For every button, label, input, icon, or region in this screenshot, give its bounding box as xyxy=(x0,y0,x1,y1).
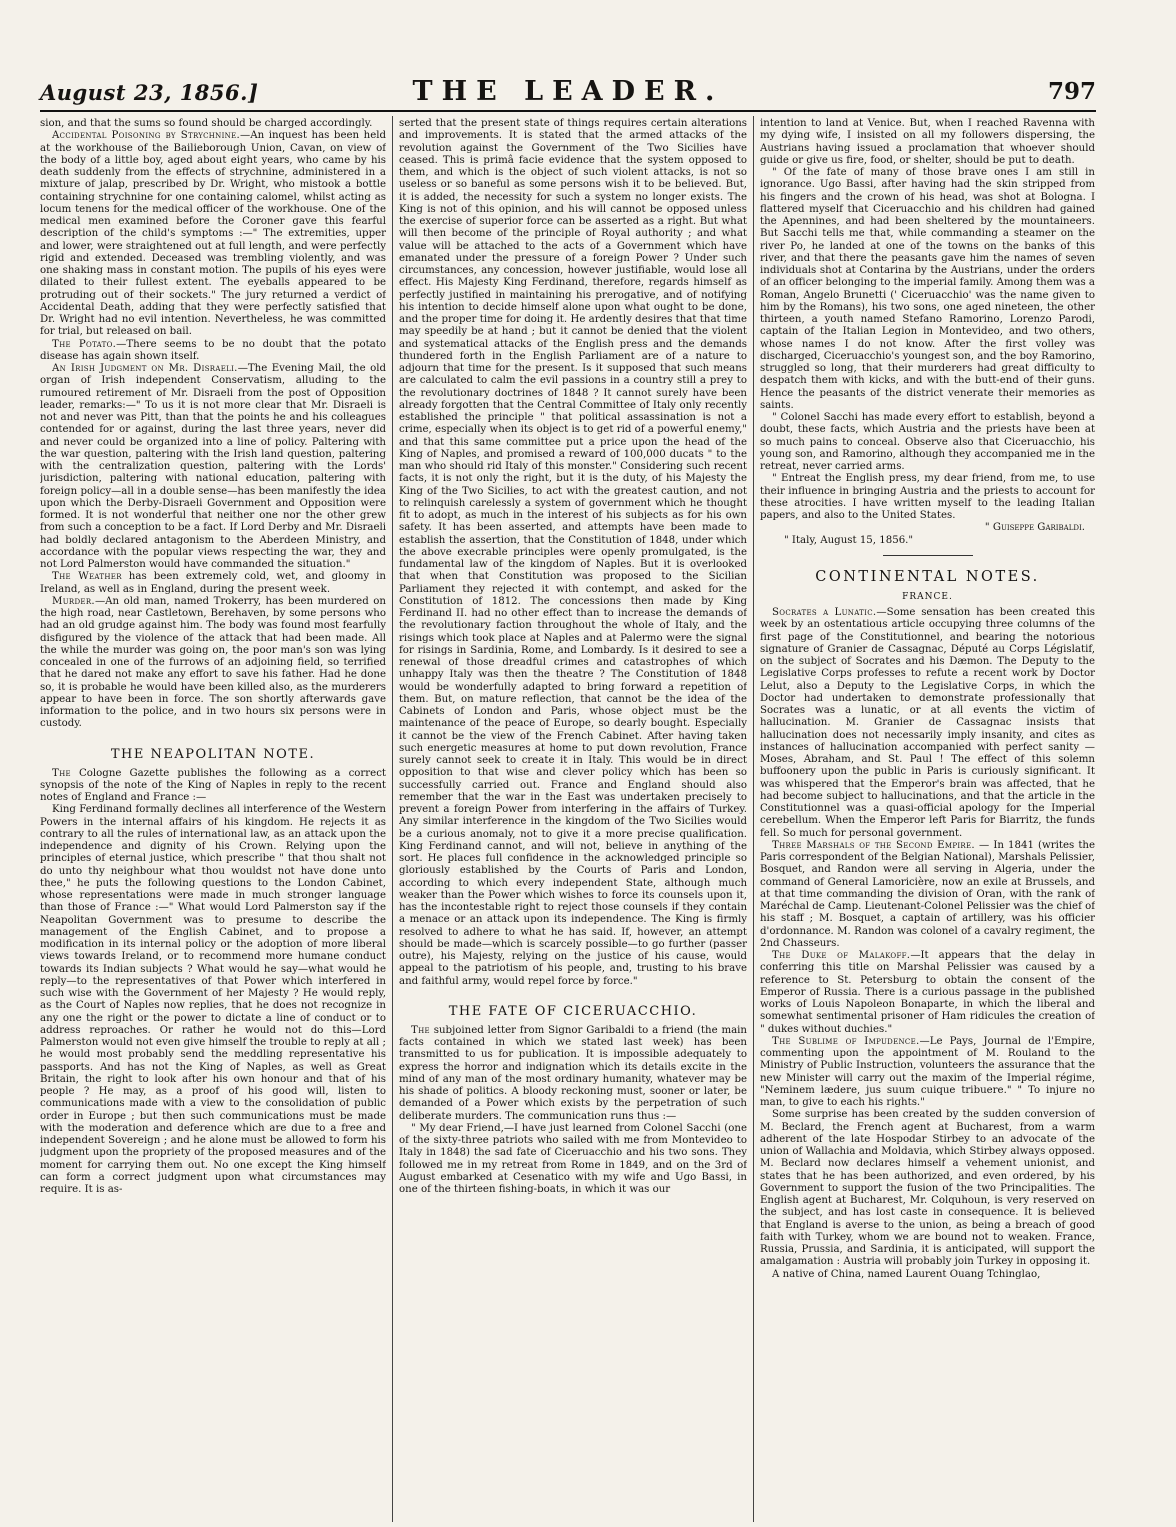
paragraph-continued: serted that the present state of things requires certain alterations and improvements. It is stated that the armed attacks of the revolution against the Government of the Two Sicilies have ceased. This is primâ facie evidence that the system opposed to them, and which is the object of such violent attacks, is not so useless or so baneful as some persons wish it to be believed. But, it is added, the necessity for such a system no longer exists. The King is not of this opinion, and his will cannot be opposed unless the exercise of superior force can be asserted as a right. But what will then become of the principle of Royal authority ; and what value will be attached to the acts of a Government which have emanated under the pressure of a foreign Power ? Under such circumstances, any concession, however justifiable, would lose all effect. His Majesty King Ferdinand, therefore, regards himself as perfectly justified in maintaining his prerogative, and of notifying his intention to decide himself alone upon what ought to be done, and the proper time for doing it. He ardently desires that that time may speedily be at hand ; but it cannot be denied that the violent and systematical attacks of the English press and the demands thundered forth in the English Parliament are of a nature to adjourn that time for the present. Is it supposed that such means are calculated to calm the evil passions in a country still a prey to the revolutionary doctrines of 1848 ? It cannot surely have been already forgotten that the Central Committee of Italy only recently established the principle " that political assassination is not a crime, especially when its object is to get rid of a powerful enemy," and that this same committee put a price upon the head of the King of Naples, and promised a reward of 100,000 ducats " to the man who should rid Italy of this monster." Considering such recent facts, it is not only the right, but it is the duty, of his Majesty the King of the Two Sicilies, to act with the greatest caution, and not to relinquish carelessly a system of government which he thought fit to adopt, as much in the interest of his subjects as for his own safety. It has been asserted, and attempts have been made to establish the assertion, that the Constitution of 1848, under which the above execrable principles were openly promulgated, is the fundamental law of the kingdom of Naples. But it is overlooked that when that Constitution was proposed to the Sicilian Parliament they rejected it with contempt, and asked for the Constitution of 1812. The concessions then made by King Ferdinand II. had no other effect than to increase the demands of the revolutionary faction throughout the whole of Italy, and the risings which took place at Naples and at Palermo were the signal for risings in Sardinia, Rome, and Lombardy. Is it desired to see a renewal of those dreadful crimes and catastrophes of which unhappy Italy was then the theatre ? The Constitution of 1848 would be wonderfully adapted to bring forward a repetition of them. But, on mature reflection, that cannot be the idea of the Cabinets of London and Paris, whose object must be the maintenance of the peace of Europe, so dearly bought. Especially it cannot be the view of the French Cabinet. After having taken such energetic measures at home to put down revolution, France surely cannot seek to create it in Italy. This would be in direct opposition to that wise and clever policy which has been so successfully carried out. France and England should also remember that the war in the East was undertaken precisely to prevent a foreign Power from interfering in the affairs of Turkey. Any similar interference in the kingdom of the Two Sicilies would be a curious anomaly, not to give it a more precise qualification. King Ferdinand cannot, and will not, believe in anything of the sort. He places full confidence in the acknowledged principle so gloriously established by the Courts of Paris and London, according to which every independent State, although much weaker than the Power which wishes to force its counsels upon it, has the incontestable right to reject those counsels if they contain a menace or an attack upon its independence. The King is firmly resolved to adhere to what he has said. If, however, an attempt should be made—which is scarcely possible—to go further (passer outre), his Majesty, relying on the justice of his cause, would appeal to the patriotism of his people, and, trusting to his brave and faithful army, would repel force by force." xyxy=(399,118,747,987)
paragraph-potato xyxy=(40,339,386,364)
header-rule xyxy=(40,110,1096,112)
paragraph-king-ferdinand: King Ferdinand formally declines all interference of the Western Powers in the internal affairs of his kingdom. He rejects it as contrary to all the rules of international law, as an attack upon the independence and dignity of his Crown. Relying upon the principles of eternal justice, which prescribe " that thou shalt not do unto thy neighbour what thou wouldst not have done unto thee," he puts the following questions to the London Cabinet, whose representations were made in much stronger language than those of France :—" What would Lord Palmerston say if the Neapolitan Government was to presume to describe the management of the English Cabinet, and to propose a modification in its internal policy or the adoption of more liberal views towards Ireland, or to recommend more humane conduct towards its Indian subjects ? What would he say—what would he reply—to the representatives of that Power which interfered in such wise with the Government of her Majesty ? He would reply, as the Court of Naples now replies, that he does not recognize in any one the right or the power to dictate a line of conduct or to address reproaches. Or rather he would not do this—Lord Palmerston would not even give himself the trouble to reply at all ; he would most probably send the meddling representative his passports. And has not the King of Naples, as well as Great Britain, the right to look after his own honour and that of his people ? He may, as a proof of his good will, listen to communications made with a view to the consolidation of public order in Europe ; but then such communications must be made with the moderation and deference which are due to a free and independent Sovereign ; and he alone must be allowed to form his judgment upon the propriety of the proposed measures and of the moment for carrying them out. No one except the King himself can form a correct judgment upon what circumstances may require. It is as- xyxy=(40,804,386,1195)
issue-date: August 23, 1856.] xyxy=(40,80,259,105)
paragraph-three-marshals xyxy=(760,840,1095,950)
paragraph-cologne-gazette xyxy=(40,768,386,805)
separator-rule xyxy=(883,555,973,556)
masthead-title: THE LEADER. xyxy=(412,76,724,107)
paragraph-body: —The Evening Mail, the old organ of Irish independent Conservatism, alluding to the rumoured retirement of Mr. Disraeli from the post of Opposition leader, remarks:—" To us it is not more clear that Mr. Disraeli is not and never was Pitt, than that the points he and his colleagues contended for or against, during the last three years, never did and never could be organized into a line of policy. Paltering with the war question, paltering with the Irish land question, paltering with the centralization question, paltering with the Lords' jurisdiction, paltering with national education, paltering with foreign policy—all in a double sense—has been manifestly the idea upon which the Derby-Disraeli Government and Opposition were formed. It is not wonderful that neither one nor the other grew from such a conception to be a fact. If Lord Derby and Mr. Disraeli had boldly declared antagonism to the Aberdeen Ministry, and accordance with the popular views respecting the war, they and not Lord Palmerston would have commanded the situation." xyxy=(40,363,386,570)
paragraph-lead: An Irish Judgment on Mr. Disraeli. xyxy=(52,363,238,374)
paragraph-body: —Some sensation has been created this week by an ostentatious article occupying three columns of the first page of the Constitutionnel, and bearing the notorious signature of Granier de Cassagnac, Député au Corps Législatif, on the subject of Socrates and his Dæmon. The Deputy to the Legislative Corps professes to refute a recent work by Doctor Lelut, also a Deputy to the Legislative Corps, in which the Doctor had undertaken to demonstrate professionally that Socrates was a lunatic, or at all events the victim of hallucination. M. Granier de Cassagnac insists that hallucination does not necessarily imply insanity, and cites as instances of hallucination accompanied with perfect sanity —Moses, Abraham, and St. Paul ! The effect of this solemn buffoonery upon the public in Paris is curiously significant. It was whispered that the Emperor's brain was affected, that he had become subject to hallucinations, and that the article in the Constitutionnel was a quasi-official apology for the Imperial cerebellum. When the Emperor left Paris for Biarritz, the funds fell. So much for personal government. xyxy=(760,607,1095,839)
column-divider-1 xyxy=(392,116,393,1522)
paragraph-lead: The Sublime of Impudence. xyxy=(772,1035,920,1047)
letter-signature: " Guiseppe Garibaldi. xyxy=(984,522,1085,534)
paragraph-lead: The Weather xyxy=(52,571,122,583)
paragraph-lead: The Duke of Malakoff. xyxy=(772,950,911,961)
paragraph-garibaldi-intro xyxy=(399,1025,747,1123)
paragraph-letter: " Of the fate of many of those brave ones I am still in ignorance. Ugo Bassi, after having had the skin stripped from his fingers and the crown of his head, was shot at Bologna. I flattered myself that Ciceruacchio and his children had gained the Apennines, and had been sheltered by the mountaineers. But Sacchi tells me that, while commanding a steamer on the river Po, he landed at one of the towns on the banks of this river, and that there the peasants gave him the names of seven individuals shot at Contarina by the Austrians, under the orders of an officer belonging to the imperial family. Among them was a Roman, Angelo Brunetti (' Ciceruacchio' was the name given to him by the Romans), his two sons, one aged nineteen, the other thirteen, a youth named Stefano Ramorino, Lorenzo Parodi, captain of the Italian Legion in Montevideo, and two others, whose names I do not know. After the first volley was discharged, Ciceruacchio's youngest son, and the boy Ramorino, struggled so long, that their murderers had great difficulty to despatch them with kicks, and with the butt-end of their guns. Hence the peasants of the district venerate their memories as saints. xyxy=(760,167,1095,411)
paragraph-letter: " Entreat the English press, my dear friend, from me, to use their influence in bringing Austria and the priests to account for these atrocities. I have written myself to the leading Italian papers, and also to the United States. xyxy=(760,473,1095,521)
paragraph-socrates xyxy=(760,607,1095,840)
paragraph-native-of-china: A native of China, named Laurent Ouang Tchinglao, xyxy=(772,1268,1041,1280)
section-heading-continental-notes: CONTINENTAL NOTES. xyxy=(815,568,1040,585)
paragraph-continued: intention to land at Venice. But, when I reached Ravenna with my dying wife, I insisted on all my followers dispersing, the Austrians having issued a proclamation that whoever should guide or give us fire, food, or shelter, should be put to death. xyxy=(760,118,1095,166)
paragraph-murder xyxy=(40,596,386,731)
paragraph-body: Cologne Gazette publishes the following as a correct synopsis of the note of the King of Naples in reply to the recent notes of England and France :— xyxy=(40,767,386,803)
column-1 xyxy=(40,118,386,1520)
paragraph-sublime-impudence xyxy=(760,1036,1095,1110)
paragraph-letter-start: " My dear Friend,—I have just learned from Colonel Sacchi (one of the sixty-three patriots who sailed with me from Montevideo to Italy in 1848) the sad fate of Ciceruacchio and his two sons. They followed me in my retreat from Rome in 1849, and on the 3rd of August embarked at Cesenatico with my wife and Ugo Bassi, in one of the thirteen fishing-boats, in which it was our xyxy=(399,1122,747,1195)
paragraph-body: — In 1841 (writes the Paris correspondent of the Belgian National), Marshals Pelissier, Bosquet, and Randon were all serving in Algeria, under the command of General Lamoricière, now an exile at Brussels, and at that time commanding the division of Oran, with the rank of Maréchal de Camp. Lieutenant-Colonel Pelissier was the chief of his staff ; M. Bosquet, a captain of artillery, was his officier d'ordonnance. M. Randon was colonel of a cavalry regiment, the 2nd Chasseurs. xyxy=(760,839,1095,949)
paragraph-lead: Murder. xyxy=(52,595,95,607)
paragraph-lead: Accidental Poisoning by Strychnine. xyxy=(52,130,241,142)
paragraph-lead: Socrates a Lunatic. xyxy=(772,607,877,618)
paragraph-letter: " Colonel Sacchi has made every effort to establish, beyond a doubt, these facts, which Austria and the priests have been at so much pains to conceal. Observe also that Ciceruacchio, his young son, and Ramorino, although they accompanied me in the retreat, never carried arms. xyxy=(760,412,1095,472)
paragraph-beclard: Some surprise has been created by the sudden conversion of M. Beclard, the French agent at Bucharest, from a warm adherent of the late Hospodar Stirbey to an advocate of the union of Wallachia and Moldavia, which Stirbey always opposed. M. Beclard now declares himself a vehement unionist, and states that he has been authorized, and even ordered, by his Government to support the fusion of the two Principalities. The English agent at Bucharest, Mr. Colquhoun, is very reserved on the subject, and has lost caste in consequence. It is believed that England is averse to the union, as being a breach of good faith with Turkey, whom we are bound not to weaken. France, Russia, Prussia, and Sardinia, it is anticipated, will support the amalgamation : Austria will probably join Turkey in opposing it. xyxy=(760,1109,1095,1268)
paragraph-lead: The xyxy=(411,1024,430,1036)
paragraph-body: —An old man, named Trokerry, has been murdered on the high road, near Castletown, Berehaven, by some persons who had an old grudge against him. The body was found most fearfully disfigured by the violence of the attack that had been made. All the while the murder was going on, the poor man's son was lying concealed in one of the furrows of an adjoining field, so terrified that he dared not make any effort to save his father. Had he done so, it is probable he would have been killed also, as the murderers appear to have been in force. The son shortly afterwards gave information to the police, and in two hours six persons were in custody. xyxy=(40,595,386,730)
paragraph-body: —There seems to be no doubt that the potato disease has again shown itself. xyxy=(40,338,386,362)
paragraph-lead: The xyxy=(52,767,71,779)
paragraph-body: —It appears that the delay in conferring this title on Marshal Pelissier was caused by a reference to St. Petersburg to obtain the consent of the Emperor of Russia. There is a curious passage in the published works of Louis Napoleon Bonaparte, in which the liberal and somewhat sentimental prisoner of Ham ridicules the creation of " dukes without duchies." xyxy=(760,950,1095,1035)
column-3 xyxy=(760,118,1095,1520)
paragraph-weather xyxy=(40,571,386,596)
section-heading-neapolitan-note: THE NEAPOLITAN NOTE. xyxy=(110,746,316,762)
paragraph-lead: The Potato. xyxy=(52,338,117,350)
page-header xyxy=(40,76,1096,108)
paragraph-irish-judgment xyxy=(40,363,386,571)
paragraph-body: —Le Pays, Journal de l'Empire, commenting upon the appointment of M. Rouland to the Ministry of Public Instruction, volunteers the assurance that the new Minister will carry out the maxim of the Imperial régime, "Neminem lædere, jus suum cuique tribuere." " To injure no man, to give to each his rights." xyxy=(760,1035,1095,1108)
page-number: 797 xyxy=(1047,78,1096,105)
column-divider-2 xyxy=(753,116,754,1522)
paragraph-duke-malakoff xyxy=(760,950,1095,1036)
paragraph-lead: Three Marshals of the Second Empire. xyxy=(772,839,975,851)
column-2 xyxy=(399,118,747,1520)
section-heading-ciceruacchio: THE FATE OF CICERUACCHIO. xyxy=(448,1003,698,1019)
paragraph-body: subjoined letter from Signor Garibaldi to a friend (the main facts contained in which we stated last week) has been transmitted to us for publication. It is impossible adequately to express the horror and indignation which its details excite in the mind of any man of the most ordinary humanity, whatever may be his shade of politics. A bloody reckoning must, sooner or later, be demanded of a Power which exists by the perpetration of such deliberate murders. The communication runs thus :— xyxy=(399,1024,747,1122)
paragraph-accidental-poisoning xyxy=(40,130,386,338)
paragraph-body: has been extremely cold, wet, and gloomy in Ireland, as well as in England, during the present week. xyxy=(40,571,386,595)
paragraph: sion, and that the sums so found should be charged accordingly. xyxy=(40,118,373,129)
subheading-france: FRANCE. xyxy=(902,591,953,602)
paragraph-body: —An inquest has been held at the workhouse of the Bailieborough Union, Cavan, on view of the body of a little boy, aged about eight years, who came by his death suddenly from the effects of strychnine, administered in a mixture of jalap, prescribed by Dr. Wright, who mistook a bottle containing strychnine for one containing calomel, whilst acting as locum tenens for the medical officer of the workhouse. One of the medical men examined before the Coroner gave this fearful description of the child's symptoms :—" The extremities, upper and lower, were straightened out at full length, and were perfectly rigid and extended. Deceased was trembling violently, and was one shaking mass in constant motion. The pupils of his eyes were dilated to their fullest extent. The eyeballs appeared to be protruding out of their sockets." The jury returned a verdict of Accidental Death, adding that they were perfectly satisfied that Dr. Wright had no evil intention. Nevertheless, he was committed for trial, but released on bail. xyxy=(40,130,386,338)
letter-dateline: " Italy, August 15, 1856." xyxy=(784,534,914,546)
